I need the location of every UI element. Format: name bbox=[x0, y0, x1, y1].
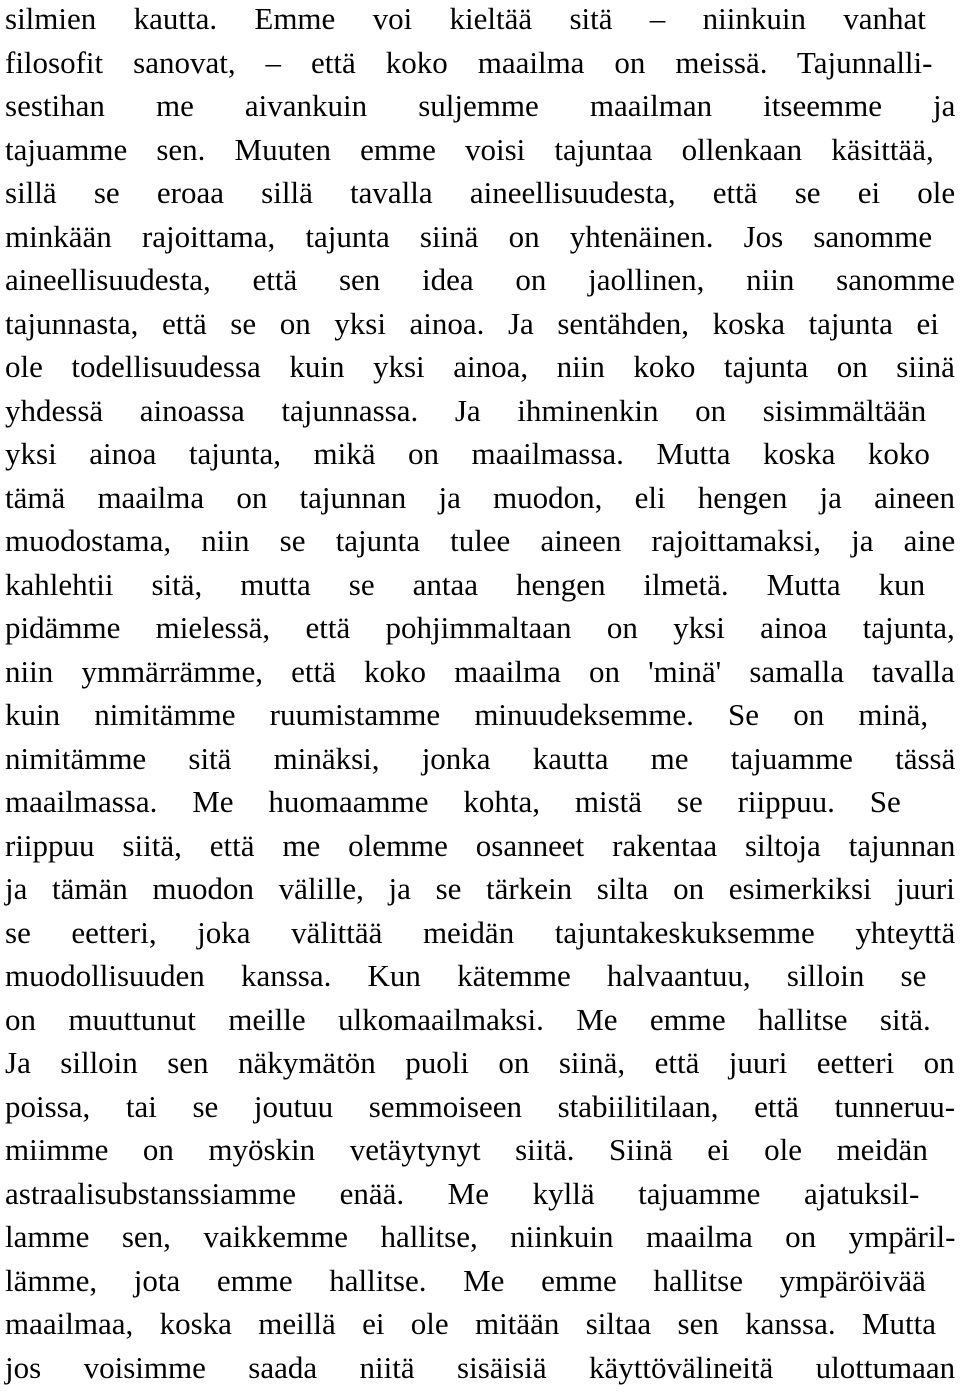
text-line: kahlehtii sitä, mutta se antaa hengen ilmetä. Mutta kun bbox=[5, 566, 926, 602]
text-line: se eetteri, joka välittää meidän tajuntakeskuksemme yhteyttä bbox=[5, 914, 956, 950]
text-line: pidämme mielessä, että pohjimmaltaan on yksi ainoa tajunta, bbox=[5, 610, 955, 645]
text-line: astraalisubstanssiamme enää. Me kyllä tajuamme ajatuksil- bbox=[5, 1175, 920, 1211]
text-line: tajuamme sen. Muuten emme voisi tajuntaa ollenkaan käsittää, bbox=[5, 131, 934, 167]
text-line: poissa, tai se joutuu semmoiseen stabiilitilaan, että tunneruu- bbox=[5, 1088, 956, 1124]
text-line: niin ymmärrämme, että koko maailma on 'minä' samalla tavalla bbox=[5, 653, 955, 689]
text-line: ja tämän muodon välille, ja se tärkein silta on esimerkiksi juuri bbox=[5, 871, 955, 906]
text-line: lamme sen, vaikkemme hallitse, niinkuin maailma on ympäril- bbox=[5, 1219, 956, 1254]
text-line: maailmassa. Me huomaamme kohta, mistä se riippuu. Se bbox=[5, 784, 901, 819]
text-line: jos voisimme saada niitä sisäisiä käyttövälineitä ulottumaan bbox=[5, 1349, 956, 1385]
text-line: tajunnasta, että se on yksi ainoa. Ja sentähden, koska tajunta ei bbox=[5, 305, 939, 341]
text-line: minkään rajoittama, tajunta siinä on yhtenäinen. Jos sanomme bbox=[5, 218, 933, 254]
text-line: sestihan me aivankuin suljemme maailman itseemme ja bbox=[5, 88, 956, 123]
text-line: aineellisuudesta, että sen idea on jaollinen, niin sanomme bbox=[5, 262, 955, 297]
text-line: kuin nimitämme ruumistamme minuudeksemme. Se on minä, bbox=[5, 697, 929, 732]
text-line: riippuu siitä, että me olemme osanneet rakentaa siltoja tajunnan bbox=[5, 827, 956, 863]
text-line: lämme, jota emme hallitse. Me emme hallitse ympäröivää bbox=[5, 1262, 926, 1298]
text-line: maailmaa, koska meillä ei ole mitään siltaa sen kanssa. Mutta bbox=[5, 1306, 936, 1341]
text-line: Ja silloin sen näkymätön puoli on siinä, että juuri eetteri on bbox=[5, 1045, 955, 1080]
text-line: silmien kautta. Emme voi kieltää sitä – niinkuin vanhat bbox=[5, 1, 926, 36]
text-line: tämä maailma on tajunnan ja muodon, eli hengen ja aineen bbox=[5, 479, 955, 515]
text-line: ole todellisuudessa kuin yksi ainoa, niin koko tajunta on siinä bbox=[5, 349, 955, 384]
text-line: filosofit sanovat, – että koko maailma on meissä. Tajunnalli- bbox=[5, 44, 933, 80]
text-line: sillä se eroaa sillä tavalla aineellisuudesta, että se ei ole bbox=[5, 175, 956, 210]
text-line: muodostama, niin se tajunta tulee aineen rajoittamaksi, ja aine bbox=[5, 523, 956, 558]
text-line: muodollisuuden kanssa. Kun kätemme halvaantuu, silloin se bbox=[5, 958, 927, 993]
text-line: yhdessä ainoassa tajunnassa. Ja ihminenkin on sisimmältään bbox=[5, 392, 927, 428]
text-line: on muuttunut meille ulkomaailmaksi. Me emme hallitse sitä. bbox=[5, 1001, 931, 1037]
text-line: nimitämme sitä minäksi, jonka kautta me tajuamme tässä bbox=[5, 740, 956, 776]
text-line: miimme on myöskin vetäytynyt siitä. Siinä ei ole meidän bbox=[5, 1132, 928, 1167]
text-line: yksi ainoa tajunta, mikä on maailmassa. Mutta koska koko bbox=[5, 436, 930, 471]
document-page bbox=[5, 0, 957, 1389]
